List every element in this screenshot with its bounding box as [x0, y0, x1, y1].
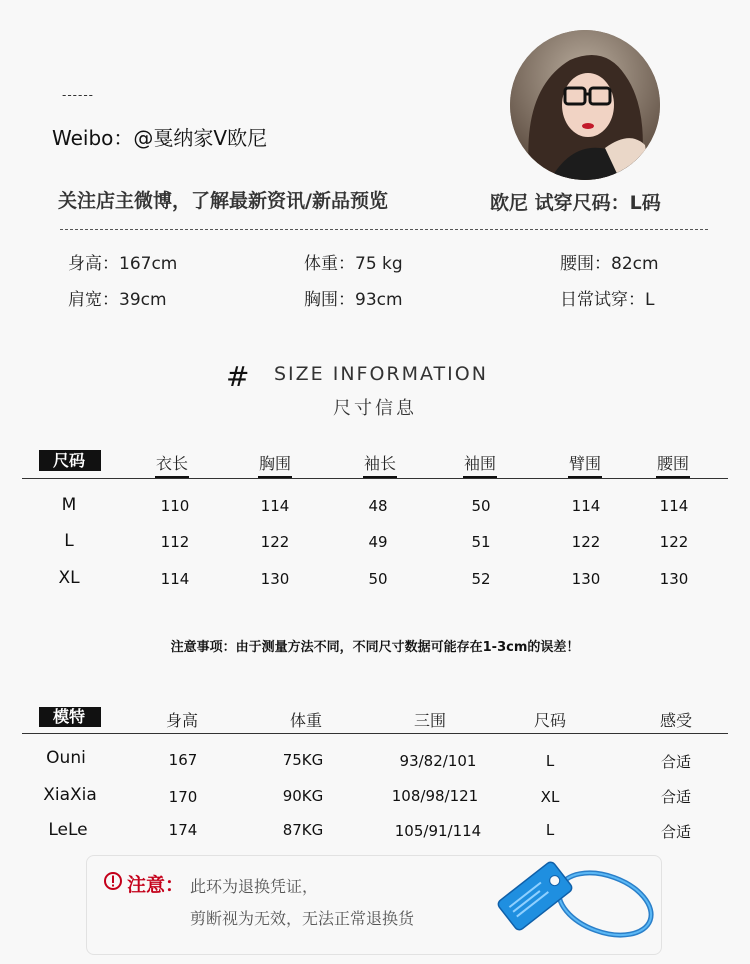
model-table-header-weight: 体重	[289, 711, 322, 730]
follow-subtitle: 关注店主微博，了解最新资讯/新品预览	[58, 190, 388, 212]
table-cell: 合适	[660, 788, 691, 806]
measure-shoulder: 肩宽：39cm	[68, 290, 167, 310]
size-row-label: L	[64, 531, 74, 551]
size-table-header-waist: 腰围	[656, 454, 689, 473]
model-table-rule	[22, 733, 728, 734]
table-cell: 167	[168, 751, 198, 769]
table-cell: 52	[471, 570, 491, 588]
notice-label: 注意：	[127, 874, 185, 896]
table-cell: 49	[368, 533, 388, 551]
decorative-dashes: ------	[62, 88, 94, 102]
table-cell: 110	[160, 497, 190, 515]
hash-symbol: #	[226, 360, 250, 393]
tryon-size: 欧尼 试穿尺码：L码	[490, 192, 661, 214]
warning-circle-icon	[104, 872, 122, 890]
table-cell: 93/82/101	[399, 752, 477, 770]
table-cell: 174	[168, 821, 198, 839]
size-table-header-arm: 臂围	[568, 454, 601, 473]
table-cell: 114	[260, 497, 290, 515]
measure-weight: 体重：75 kg	[304, 254, 403, 274]
size-row-label: M	[61, 495, 77, 515]
table-cell: 108/98/121	[391, 787, 479, 805]
weibo-handle: Weibo：@戛纳家V欧尼	[52, 126, 268, 150]
measure-height: 身高：167cm	[68, 254, 178, 274]
table-cell: 112	[160, 533, 190, 551]
table-cell: 130	[260, 570, 290, 588]
model-name: Ouni	[46, 748, 86, 768]
model-table-header-model: 模特	[39, 707, 101, 727]
size-table-header-size: 尺码	[39, 450, 101, 471]
table-cell: 75KG	[282, 751, 324, 769]
size-row-label: XL	[58, 568, 80, 588]
measurement-note: 注意事项：由于测量方法不同，不同尺寸数据可能存在1-3cm的误差！	[170, 640, 580, 655]
table-cell: 87KG	[282, 821, 324, 839]
notice-line-2: 剪断视为无效，无法正常退换货	[190, 909, 415, 928]
table-cell: 50	[368, 570, 388, 588]
table-cell: 114	[659, 497, 689, 515]
table-cell: 130	[571, 570, 601, 588]
table-cell: 130	[659, 570, 689, 588]
table-cell: 122	[260, 533, 290, 551]
table-cell: 122	[571, 533, 601, 551]
avatar-photo	[510, 30, 660, 180]
table-cell: L	[545, 752, 555, 770]
dashed-divider	[60, 229, 708, 230]
table-cell: 51	[471, 533, 491, 551]
avatar	[510, 30, 660, 180]
size-table-header-sleeve: 袖长	[363, 454, 396, 473]
model-table-header-size: 尺码	[533, 711, 566, 730]
table-cell: L	[545, 821, 555, 839]
table-cell: 合适	[660, 753, 691, 771]
model-table-header-fit: 感受	[659, 711, 692, 730]
table-cell: 105/91/114	[394, 822, 482, 840]
notice-line-1: 此环为退换凭证，	[190, 877, 319, 896]
table-cell: 90KG	[282, 787, 324, 805]
measure-daily: 日常试穿：L	[560, 290, 655, 310]
table-cell: 合适	[660, 823, 691, 841]
model-table-header-measurements: 三围	[413, 711, 446, 730]
size-table-header-cuff: 袖围	[463, 454, 496, 473]
table-cell: 48	[368, 497, 388, 515]
table-cell: 170	[168, 788, 198, 806]
size-section-title: SIZE INFORMATION	[274, 363, 488, 385]
model-name: XiaXia	[43, 785, 97, 805]
table-cell: 114	[160, 570, 190, 588]
size-section-subtitle: 尺寸信息	[333, 398, 417, 419]
measure-chest: 胸围：93cm	[304, 290, 403, 310]
table-cell: XL	[540, 788, 560, 806]
table-cell: 114	[571, 497, 601, 515]
model-name: LeLe	[48, 820, 88, 840]
table-cell: 122	[659, 533, 689, 551]
size-table-rule	[22, 478, 728, 479]
size-table-header-length: 衣长	[155, 454, 188, 473]
return-tag-icon	[490, 846, 660, 946]
measure-waist: 腰围：82cm	[560, 254, 659, 274]
model-table-header-height: 身高	[165, 711, 198, 730]
table-cell: 50	[471, 497, 491, 515]
size-table-header-chest: 胸围	[258, 454, 291, 473]
